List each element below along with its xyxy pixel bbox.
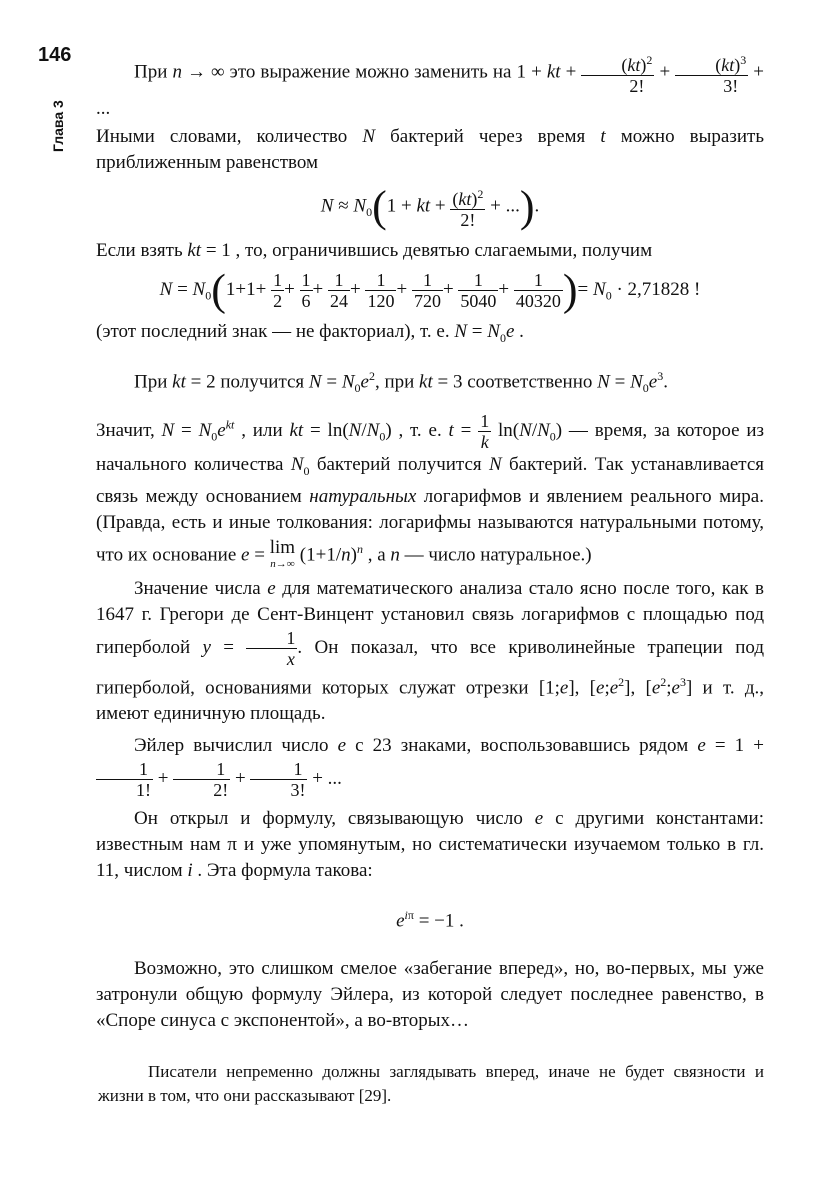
equation-euler: $e^{i\pi} = -1$ . xyxy=(396,908,464,932)
page-body xyxy=(96,50,764,1125)
paragraph-6: Значит, $N = N_0e^{kt}$ , или kt = $\ln(N/N_0)$ , т. е. t = $\frac{1}{k}$ $\ln(N/N_0)$ — время, за которое из начального количества $N_0$ бактерий получится N бактерий. Так устанавливается связь между основанием натуральных логарифмов и явлением реального мира. (Правда, есть и иные толкования: логарифмы называются натуральными потому, что их основание e = lim n→∞ $(1+1/n)^n$ , а n — число натуральное.) xyxy=(96,410,765,570)
fraction-kt3: $\frac{(kt)^3}{3!}$ xyxy=(675,50,748,96)
paragraph-1: При n → ∞ это выражение можно заменить на 1 + kt + $\frac{(kt)^2}{2!}$ + $\frac{(kt)^3}{3!}$ + ... xyxy=(96,50,764,122)
paragraph-3: Если взять kt = 1 , то, ограничившись девятью слагаемыми, получим xyxy=(96,240,653,261)
paragraph-5: При kt = 2 получится $N = N_0e^2$, при kt = 3 соответственно $N = N_0e^3$. xyxy=(134,368,668,395)
page-number: 146 xyxy=(38,44,72,66)
paragraph-7: Значение числа e для математического анализа стало ясно после того, как в 1647 г. Грегори де Сент-Винцент установил связь логарифмов с площадью под гиперболой y = $\frac{1}{x}$ . Он показал, что все криволинейные трапеции под гиперболой, основаниями которых служат отрезки [1;e], $[e;e^2]$, $[e^2;e^3]$ и т. д., имеют единичную площадь. xyxy=(96,577,765,725)
paragraph-4: (этот последний знак — не факториал), т. е. $N = N_0e$ . xyxy=(96,321,524,345)
equation-2: $N = N_0(1+1+$ $\frac{1}{2}$ + $\frac{1}{6}$ + $\frac{1}{24}$ + $\frac{1}{120}$ + $\frac{1}{720}$ + $\frac{1}{5040}$ + $\frac{1}{40320}$ )= $N_0 \cdot 2,71828$ ! xyxy=(159,265,701,315)
epigraph-quote: Писатели непременно должны заглядывать вперед, иначе не будет связности и жизни в том, что они рассказывают [29]. xyxy=(98,1062,764,1106)
paragraph-2: Иными словами, количество N бактерий через время t можно выразить приближенным равенством xyxy=(96,126,764,173)
chapter-label: Глава 3 xyxy=(50,100,66,152)
fraction-kt2: $\frac{(kt)^2}{2!}$ xyxy=(581,50,654,96)
paragraph-9: Он открыл и формулу, связывающую число e с другими константами: известным нам π и уже упомянутым, но систематически изучаемом только в гл. 11, числом i . Эта формула такова: xyxy=(96,808,764,882)
equation-1: $N \approx N_0(1$ + kt + $\frac{(kt)^2}{2!}$ + ...). xyxy=(320,182,540,231)
paragraph-10: Возможно, это слишком смелое «забегание вперед», но, во-первых, мы уже затронули общую формулу Эйлера, из которой следует последнее равенство, в «Споре синуса с экспонентой», а во-вторых… xyxy=(96,958,764,1032)
paragraph-8: Эйлер вычислил число e с 23 знаками, воспользовавшись рядом e = 1 + $\frac{1}{1!}$ + $\frac{1}{2!}$ + $\frac{1}{3!}$ + ... xyxy=(96,733,764,800)
